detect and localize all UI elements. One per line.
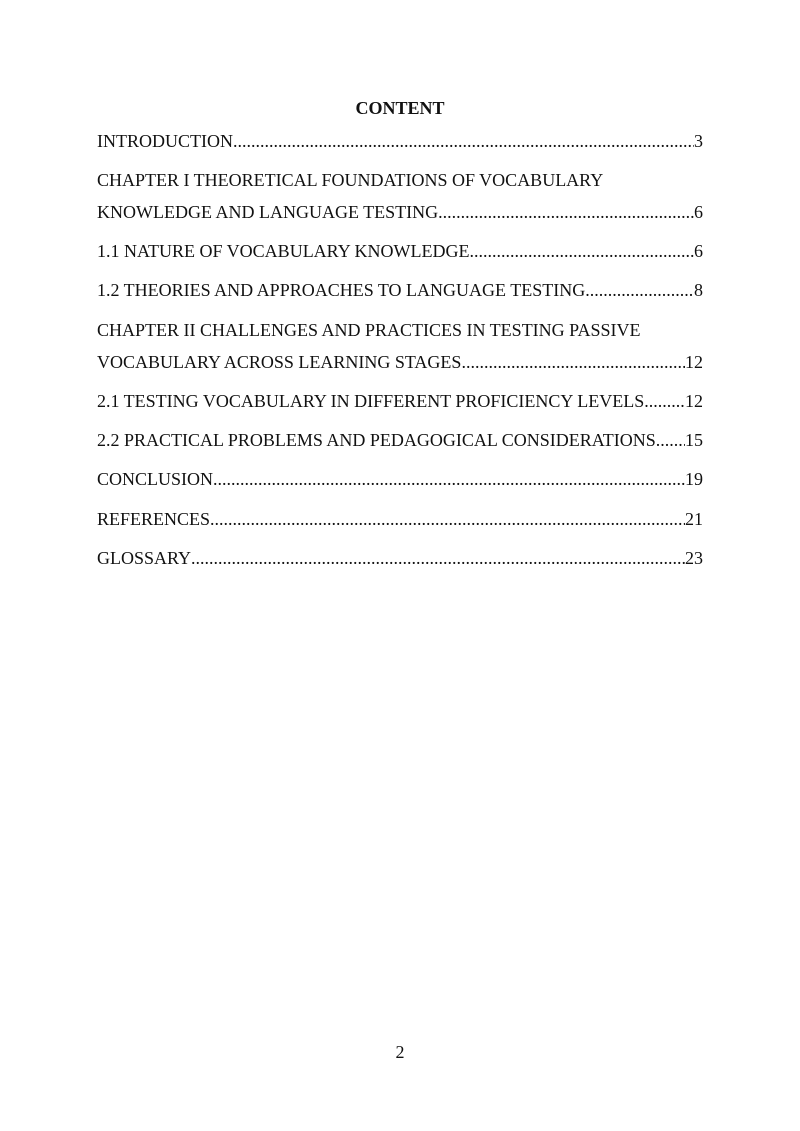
toc-entry-label: CHAPTER II CHALLENGES AND PRACTICES IN TESTING PASSIVE [97, 320, 641, 340]
dot-leader [191, 547, 685, 569]
toc-entry-label: 1.1 NATURE OF VOCABULARY KNOWLEDGE [97, 241, 470, 261]
toc-entry-label: 2.2 PRACTICAL PROBLEMS AND PEDAGOGICAL CONSIDERATIONS [97, 430, 656, 450]
toc-entry-page: 6 [694, 202, 703, 222]
dot-leader [233, 130, 694, 152]
toc-entry-chapter-2[interactable] [97, 319, 703, 373]
toc-entry-page: 19 [685, 469, 703, 489]
toc-title: CONTENT [355, 98, 445, 118]
page-number: 2 [395, 1042, 405, 1062]
toc-entry-page: 3 [694, 131, 703, 151]
toc-entry-chapter-1[interactable] [97, 169, 703, 223]
dot-leader [585, 279, 694, 301]
toc-entry-section-2-2[interactable] [97, 429, 703, 451]
toc-entry-section-2-1[interactable] [97, 390, 703, 412]
toc-entry-conclusion[interactable] [97, 468, 703, 490]
toc-entry-page: 12 [685, 352, 703, 372]
dot-leader [210, 508, 685, 530]
toc-entry-introduction[interactable] [97, 130, 703, 152]
toc-entry-label-continued: KNOWLEDGE AND LANGUAGE TESTING [97, 202, 439, 222]
toc-entry-page: 23 [685, 548, 703, 568]
toc-entry-page: 6 [694, 241, 703, 261]
toc-entry-label: GLOSSARY [97, 548, 192, 568]
toc-entry-label: INTRODUCTION [97, 131, 233, 151]
toc-entry-label: 2.1 TESTING VOCABULARY IN DIFFERENT PROFICIENCY LEVELS [97, 391, 645, 411]
toc-entry-page: 21 [685, 509, 703, 529]
toc-entry-page: 12 [685, 391, 703, 411]
dot-leader [470, 240, 695, 262]
toc-entry-page: 8 [694, 280, 703, 300]
toc-entry-glossary[interactable] [97, 547, 703, 569]
dot-leader [461, 351, 685, 373]
toc-entry-page: 15 [685, 430, 703, 450]
toc-entry-label: REFERENCES [97, 509, 211, 529]
dot-leader [644, 390, 685, 412]
toc-entry-label: 1.2 THEORIES AND APPROACHES TO LANGUAGE TESTING [97, 280, 586, 300]
toc-entry-label: CONCLUSION [97, 469, 214, 489]
toc-entry-label-continued: VOCABULARY ACROSS LEARNING STAGES [97, 352, 462, 372]
toc-entry-references[interactable] [97, 508, 703, 530]
dot-leader [656, 429, 685, 451]
dot-leader [438, 201, 694, 223]
toc-entry-section-1-2[interactable] [97, 279, 703, 301]
dot-leader [213, 468, 685, 490]
toc-entry-section-1-1[interactable] [97, 240, 703, 262]
toc-entry-label: CHAPTER I THEORETICAL FOUNDATIONS OF VOCABULARY [97, 170, 604, 190]
